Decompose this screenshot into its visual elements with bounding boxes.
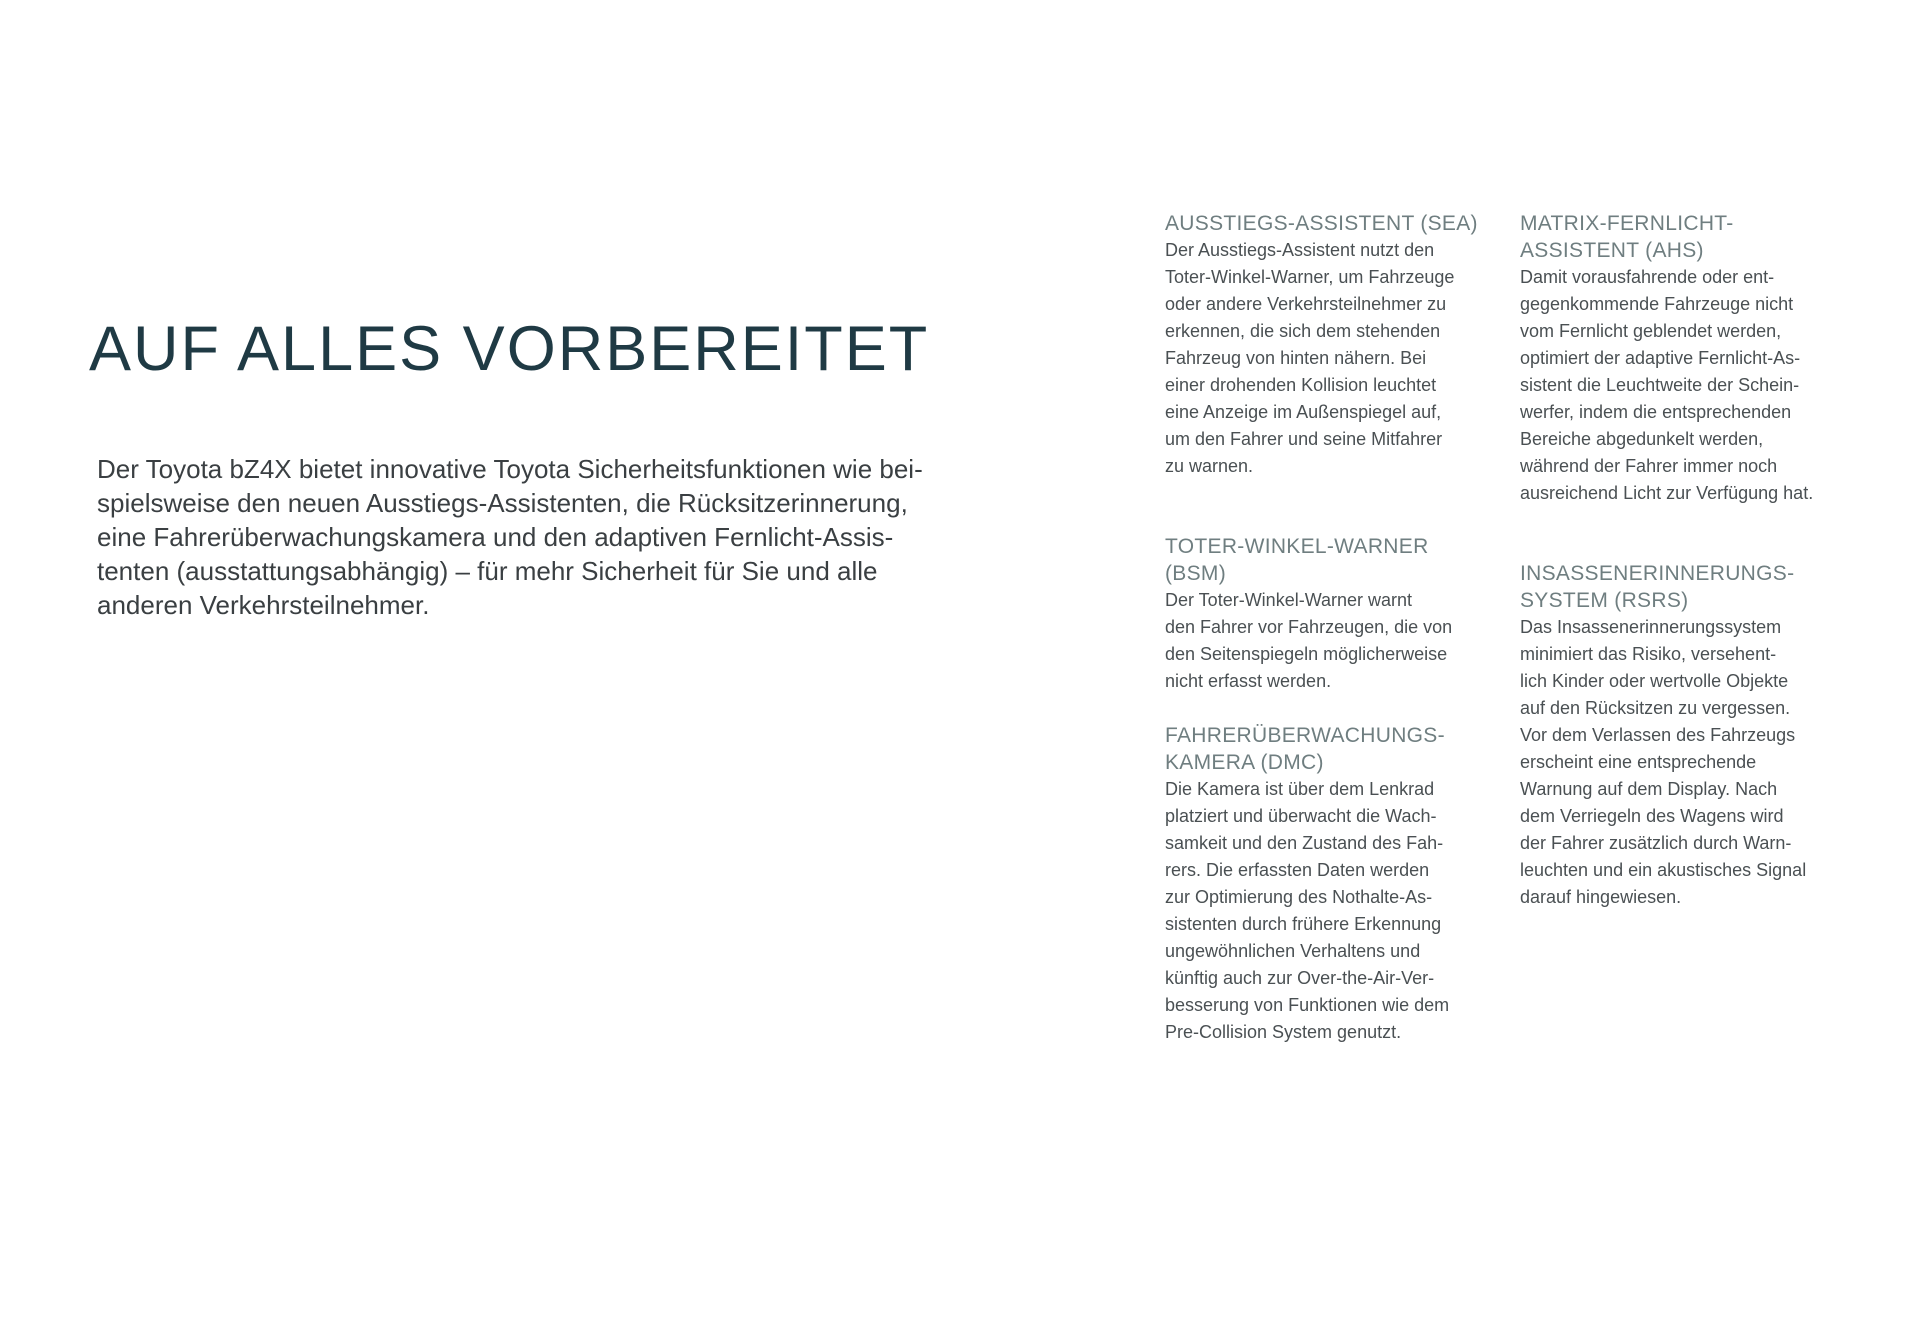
feature-text-line: Warnung auf dem Display. Nach [1520, 779, 1778, 799]
feature-text-line: Der Ausstiegs-Assistent nutzt den [1165, 240, 1435, 260]
intro-line: spielsweise den neuen Ausstiegs-Assistenten, die Rücksitzerinnerung, [97, 488, 908, 518]
feature-title-line: FAHRERÜBERWACHUNGS- [1165, 724, 1445, 747]
feature-text-line: ausreichend Licht zur Verfügung hat. [1520, 483, 1814, 503]
feature-text-line: nicht erfasst werden. [1165, 671, 1332, 691]
feature-text-line: leuchten und ein akustisches Signal [1520, 860, 1807, 880]
feature-title-line: AUSSTIEGS-ASSISTENT (SEA) [1165, 212, 1478, 235]
feature-text-line: sistent die Leuchtweite der Schein- [1520, 375, 1800, 395]
feature-text-line: Vor dem Verlassen des Fahrzeugs [1520, 725, 1796, 745]
feature-text-line: Der Toter-Winkel-Warner warnt [1165, 590, 1413, 610]
feature-text-line: den Fahrer vor Fahrzeugen, die von [1165, 617, 1453, 637]
feature-text-line: Fahrzeug von hinten nähern. Bei [1165, 348, 1427, 368]
feature-text-line: zur Optimierung des Nothalte-As- [1165, 887, 1433, 907]
feature-title [1520, 210, 1850, 264]
intro-paragraph [97, 452, 957, 622]
feature-title-line: KAMERA (DMC) [1165, 751, 1324, 774]
feature-description [1520, 264, 1850, 507]
intro-line: eine Fahrerüberwachungskamera und den adaptiven Fernlicht-Assis- [97, 522, 894, 552]
feature-text-line: minimiert das Risiko, versehent- [1520, 644, 1777, 664]
feature-text-line: einer drohenden Kollision leuchtet [1165, 375, 1437, 395]
intro-line: Der Toyota bZ4X bietet innovative Toyota Sicherheitsfunktionen wie bei- [97, 454, 923, 484]
feature-description [1520, 614, 1850, 911]
feature-description [1165, 237, 1495, 480]
feature-text-line: Bereiche abgedunkelt werden, [1520, 429, 1764, 449]
feature-blind-spot-monitor [1165, 533, 1495, 695]
feature-text-line: zu warnen. [1165, 456, 1254, 476]
feature-driver-monitor-camera [1165, 722, 1495, 1046]
feature-title [1165, 533, 1495, 587]
feature-text-line: Die Kamera ist über dem Lenkrad [1165, 779, 1435, 799]
feature-text-line: eine Anzeige im Außenspiegel auf, [1165, 402, 1442, 422]
feature-title-line: SYSTEM (RSRS) [1520, 589, 1689, 612]
feature-rear-seat-reminder [1520, 560, 1850, 911]
feature-text-line: sistenten durch frühere Erkennung [1165, 914, 1442, 934]
feature-text-line: platziert und überwacht die Wach- [1165, 806, 1437, 826]
feature-text-line: erscheint eine entsprechende [1520, 752, 1757, 772]
feature-text-line: lich Kinder oder wertvolle Objekte [1520, 671, 1789, 691]
feature-text-line: samkeit und den Zustand des Fah- [1165, 833, 1444, 853]
feature-text-line: während der Fahrer immer noch [1520, 456, 1778, 476]
feature-text-line: Das Insassenerinnerungssystem [1520, 617, 1782, 637]
feature-description [1165, 587, 1495, 695]
feature-text-line: den Seitenspiegeln möglicherweise [1165, 644, 1448, 664]
feature-description [1165, 776, 1495, 1046]
feature-text-line: ungewöhnlichen Verhaltens und [1165, 941, 1421, 961]
feature-text-line: dem Verriegeln des Wagens wird [1520, 806, 1784, 826]
feature-text-line: optimiert der adaptive Fernlicht-As- [1520, 348, 1801, 368]
intro-line: tenten (ausstattungsabhängig) – für mehr Sicherheit für Sie und alle [97, 556, 878, 586]
feature-title-line: INSASSENERINNERUNGS- [1520, 562, 1795, 585]
feature-text-line: erkennen, die sich dem stehenden [1165, 321, 1441, 341]
feature-text-line: Damit vorausfahrende oder ent- [1520, 267, 1775, 287]
feature-text-line: Pre-Collision System genutzt. [1165, 1022, 1402, 1042]
intro-line: anderen Verkehrsteilnehmer. [97, 590, 430, 620]
feature-title-line: MATRIX-FERNLICHT- [1520, 212, 1734, 235]
feature-text-line: künftig auch zur Over-the-Air-Ver- [1165, 968, 1435, 988]
feature-text-line: gegenkommende Fahrzeuge nicht [1520, 294, 1794, 314]
feature-title [1165, 722, 1495, 776]
feature-adaptive-high-beam [1520, 210, 1850, 507]
feature-text-line: werfer, indem die entsprechenden [1520, 402, 1792, 422]
feature-text-line: vom Fernlicht geblendet werden, [1520, 321, 1782, 341]
feature-title [1165, 210, 1495, 237]
feature-text-line: oder andere Verkehrsteilnehmer zu [1165, 294, 1447, 314]
feature-title-line: TOTER-WINKEL-WARNER (BSM) [1165, 535, 1429, 585]
feature-text-line: auf den Rücksitzen zu vergessen. [1520, 698, 1791, 718]
page-title: AUF ALLES VORBEREITET [89, 314, 930, 384]
feature-title [1520, 560, 1850, 614]
feature-text-line: der Fahrer zusätzlich durch Warn- [1520, 833, 1792, 853]
feature-text-line: um den Fahrer und seine Mitfahrer [1165, 429, 1443, 449]
feature-text-line: besserung von Funktionen wie dem [1165, 995, 1450, 1015]
feature-text-line: darauf hingewiesen. [1520, 887, 1682, 907]
feature-text-line: Toter-Winkel-Warner, um Fahrzeuge [1165, 267, 1455, 287]
feature-text-line: rers. Die erfassten Daten werden [1165, 860, 1430, 880]
feature-title-line: ASSISTENT (AHS) [1520, 239, 1704, 262]
feature-exit-assist [1165, 210, 1495, 480]
